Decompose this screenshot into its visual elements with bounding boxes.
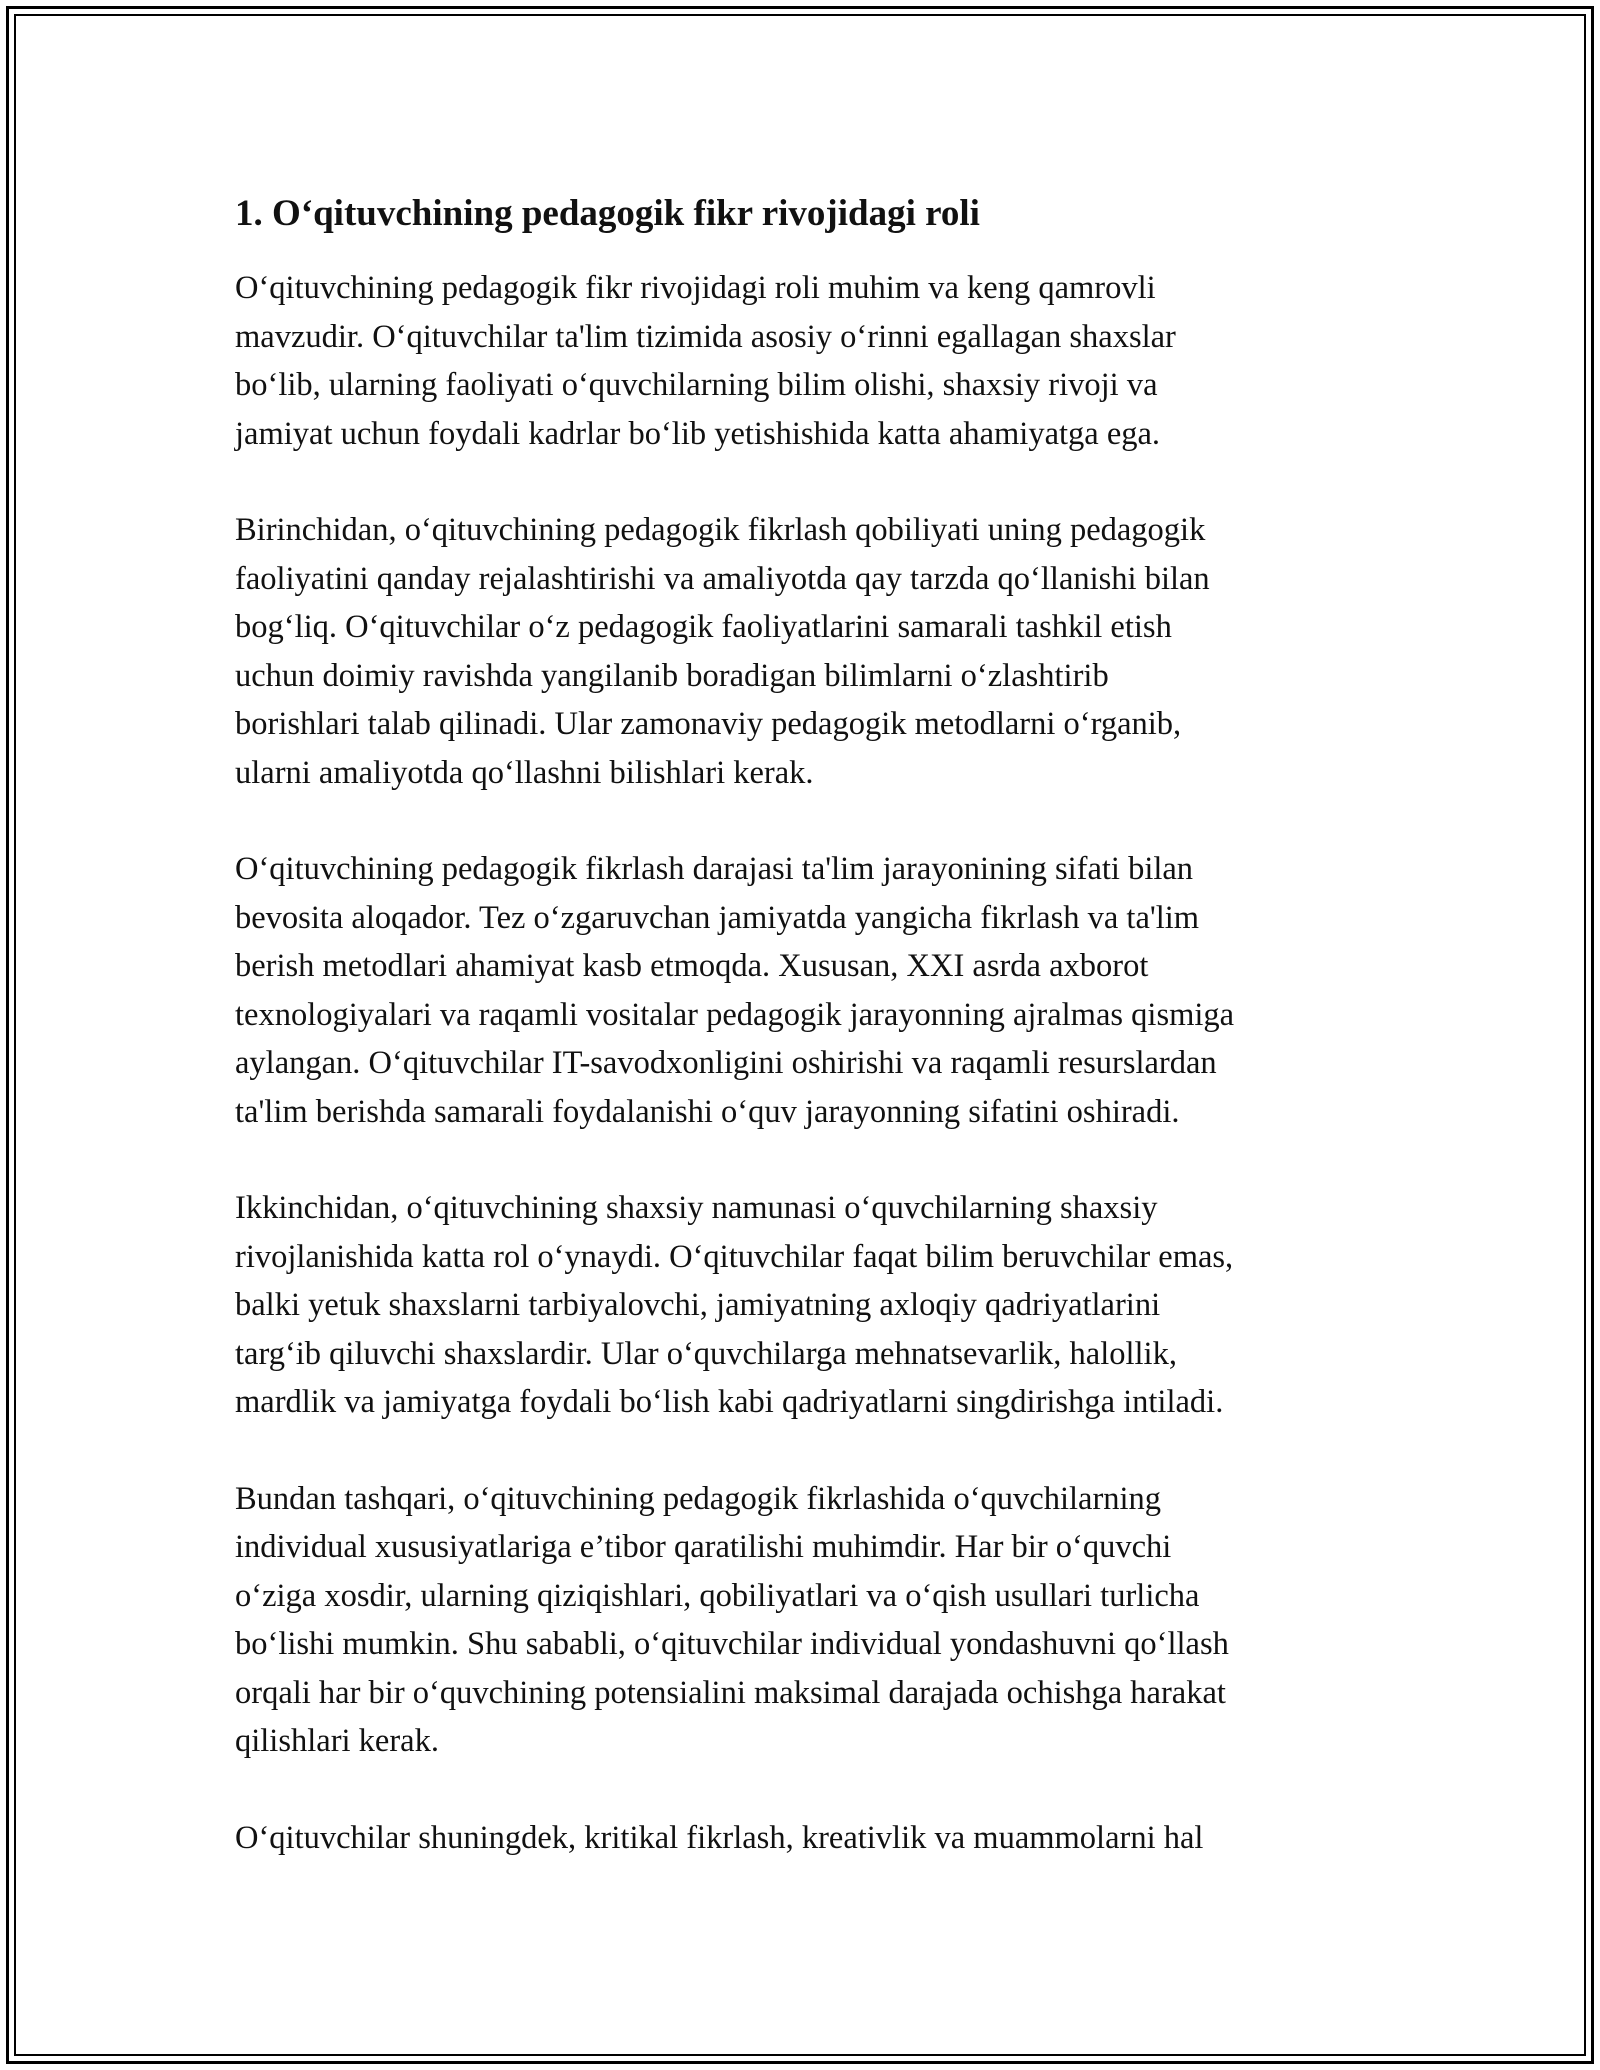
text-line: ularni amaliyotda qo‘llashni bilishlari kerak. [235,754,814,791]
text-line: o‘ziga xosdir, ularning qiziqishlari, qobiliyatlari va o‘qish usullari turlicha [235,1577,1200,1614]
text-line: borishlari talab qilinadi. Ular zamonaviy pedagogik metodlarni o‘rganib, [235,706,1182,742]
text-line: bevosita aloqador. Tez o‘zgaruvchan jamiyatda yangicha fikrlash va ta'lim [235,899,1200,936]
text-line: jamiyat uchun foydali kadrlar bo‘lib yetishishida katta ahamiyatga ega. [235,415,1161,452]
text-line: O‘qituvchilar shuningdek, kritikal fikrlash, kreativlik va muammolarni hal [235,1819,1204,1856]
paragraph-2 [235,506,1385,797]
text-line: bog‘liq. O‘qituvchilar o‘z pedagogik faoliyatlarini samarali tashkil etish [235,609,1172,645]
text-line: O‘qituvchining pedagogik fikrlash darajasi ta'lim jarayonining sifati bilan [235,851,1194,887]
document-body [235,188,1385,1910]
text-line: Bundan tashqari, o‘qituvchining pedagogik fikrlashida o‘quvchilarning [235,1480,1162,1517]
text-line: targ‘ib qiluvchi shaxslardir. Ular o‘quvchilarga mehnatsevarlik, halollik, [235,1335,1177,1372]
text-line: orqali har bir o‘quvchining potensialini maksimal darajada ochishga harakat [235,1674,1226,1711]
text-line: bo‘lib, ularning faoliyati o‘quvchilarning bilim olishi, shaxsiy rivoji va [235,367,1158,403]
text-line: Ikkinchidan, o‘qituvchining shaxsiy namunasi o‘quvchilarning shaxsiy [235,1190,1158,1226]
paragraph-6 [235,1814,1385,1863]
section-heading: 1. O‘qituvchining pedagogik fikr rivojidagi roli [235,193,980,234]
text-line: balki yetuk shaxslarni tarbiyalovchi, jamiyatning axloqiy qadriyatlarini [235,1287,1161,1323]
paragraph-3 [235,845,1385,1136]
text-line: mardlik va jamiyatga foydali bo‘lish kabi qadriyatlarni singdirishga intiladi. [235,1384,1224,1420]
text-line: Birinchidan, o‘qituvchining pedagogik fikrlash qobiliyati uning pedagogik [235,512,1206,548]
text-line: texnologiyalari va raqamli vositalar pedagogik jarayonning ajralmas qismiga [235,996,1235,1033]
text-line: mavzudir. O‘qituvchilar ta'lim tizimida asosiy o‘rinni egallagan shaxslar [235,318,1176,355]
text-line: ta'lim berishda samarali foydalanishi o‘quv jarayonning sifatini oshiradi. [235,1093,1180,1130]
text-line: rivojlanishida katta rol o‘ynaydi. O‘qituvchilar faqat bilim beruvchilar emas, [235,1238,1234,1275]
text-line: aylangan. O‘qituvchilar IT-savodxonligini oshirishi va raqamli resurslardan [235,1045,1217,1081]
text-line: individual xususiyatlariga e’tibor qaratilishi muhimdir. Har bir o‘quvchi [235,1529,1172,1565]
text-line: faoliyatini qanday rejalashtirishi va amaliyotda qay tarzda qo‘llanishi bilan [235,560,1210,597]
paragraph-1 [235,264,1385,458]
text-line: bo‘lishi mumkin. Shu sababli, o‘qituvchilar individual yondashuvni qo‘llash [235,1626,1229,1662]
text-line: berish metodlari ahamiyat kasb etmoqda. Xususan, XXI asrda axborot [235,948,1149,984]
paragraph-4 [235,1184,1385,1427]
text-line: uchun doimiy ravishda yangilanib boradigan bilimlarni o‘zlashtirib [235,657,1109,694]
text-line: O‘qituvchining pedagogik fikr rivojidagi roli muhim va keng qamrovli [235,270,1156,306]
paragraph-5 [235,1475,1385,1766]
text-line: qilishlari kerak. [235,1723,439,1759]
